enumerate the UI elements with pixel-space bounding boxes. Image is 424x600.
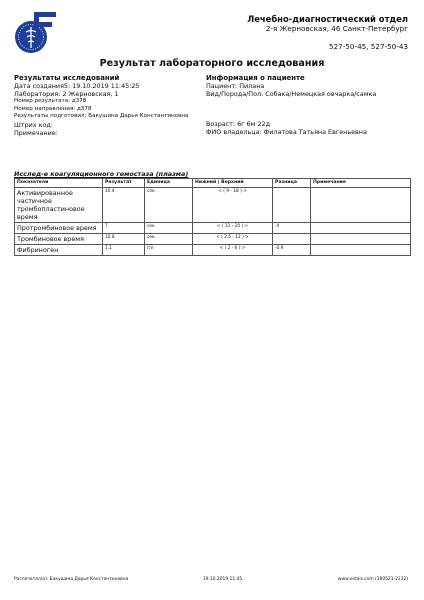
row-name: Тромбиновое время: [15, 234, 103, 245]
owner-name: ФИО владельца: Филатова Татьяна Евгеньевна: [206, 128, 367, 136]
table-header-row: [15, 179, 411, 188]
row-note: [311, 234, 411, 245]
table-title: Исслед-е коагуляционного гемостаза (плазма): [14, 170, 189, 178]
column-header-note: Примечание: [311, 179, 411, 188]
column-header-result: Результат: [103, 179, 145, 188]
result-number: Номер результата: д378: [14, 98, 87, 104]
column-header-difference: Разница: [273, 179, 311, 188]
table-row: [15, 245, 411, 256]
row-range: < ( 9 - 18 ) >: [193, 188, 273, 223]
results-heading: Результаты исследований: [14, 74, 120, 82]
row-difference: [273, 188, 311, 223]
org-name: Лечебно-диагностический отдел: [247, 14, 408, 24]
referral-number: Номер направления: д378: [14, 105, 92, 112]
row-result: 7: [103, 223, 145, 234]
results-table: [14, 178, 411, 256]
column-header-range: Нижний | Верхний: [193, 179, 273, 188]
column-header-indicator: Показатели: [15, 179, 103, 188]
org-phones: 527-50-45, 527-50-43: [329, 42, 408, 51]
row-unit: сек.: [145, 188, 193, 223]
results-info-block: [14, 74, 188, 137]
row-unit: г/л: [145, 245, 193, 256]
row-name: Активированное частичное тромбопластиновое время: [15, 188, 103, 223]
row-range: < ( 2.5 - 12 ) >: [193, 234, 273, 245]
row-range: < ( 11 - 20 ) >: [193, 223, 273, 234]
row-result: 10.8: [103, 234, 145, 245]
table-row: [15, 234, 411, 245]
document-title: Результат лабораторного исследования: [99, 58, 325, 69]
patient-info-block: [206, 74, 376, 136]
created-date: Дата создания5: 19.10.2019 11:45:25: [14, 82, 140, 90]
table-row: [15, 223, 411, 234]
row-note: [311, 223, 411, 234]
footer-site-link[interactable]: www.vetais.com (180521-2232): [337, 577, 408, 582]
patient-species: Вид/Порода/Пол: Собака/Немецкая овчарка/самка: [206, 90, 377, 98]
row-result: 1.1: [103, 245, 145, 256]
prepared-by: Результаты подготовил: Бакушина Дарья Константиновна: [14, 113, 189, 119]
row-difference: -4: [273, 223, 311, 234]
clinic-logo-icon: [12, 10, 58, 56]
patient-heading: Информация о пациенте: [206, 74, 305, 82]
laboratory: Лаборатория: 2 Жерновская, 1: [14, 90, 119, 98]
row-unit: сек.: [145, 223, 193, 234]
row-range: < ( 2 - 6 ) >: [193, 245, 273, 256]
row-note: [311, 188, 411, 223]
table-row: [15, 188, 411, 223]
row-unit: сек.: [145, 234, 193, 245]
patient-age: Возраст: 6г 6м 22д: [206, 120, 271, 128]
patient-name: Пациент: Пилана: [206, 82, 265, 90]
row-note: [311, 245, 411, 256]
row-difference: -0.9: [273, 245, 311, 256]
row-difference: [273, 234, 311, 245]
row-name: Протромбиновое время: [15, 223, 103, 234]
footer-printed-at: 19.10.2019 11:45: [203, 577, 243, 582]
row-name: Фибриноген: [15, 245, 103, 256]
column-header-unit: Единица: [145, 179, 193, 188]
note-label: Примечание:: [14, 128, 58, 137]
barcode-label: Штрих код:: [14, 120, 53, 129]
footer-printed-by: Распечатал(а): Бакушина Дарья Константиновна: [14, 577, 129, 582]
org-address: 2-я Жерновская, 46 Санкт-Петербург: [265, 24, 408, 33]
row-result: 10.4: [103, 188, 145, 223]
